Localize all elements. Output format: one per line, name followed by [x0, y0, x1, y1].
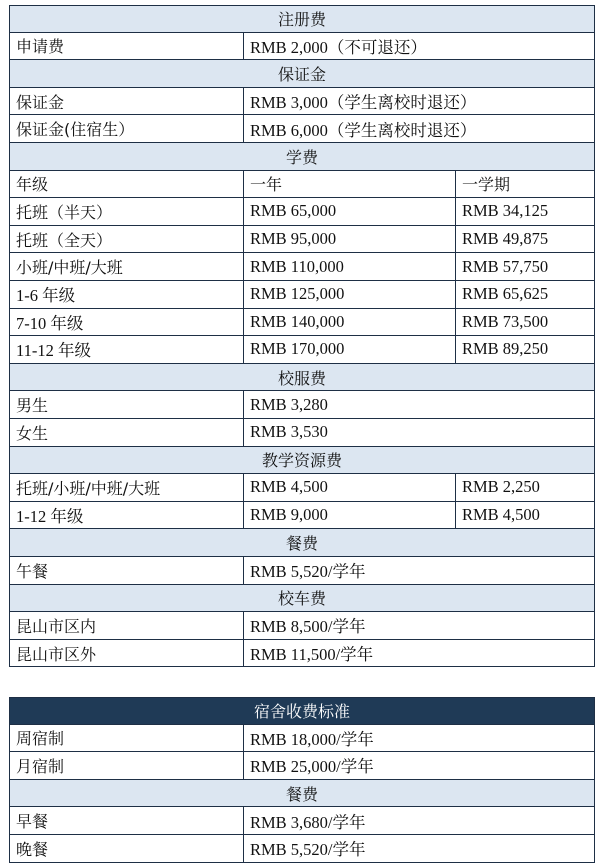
- row-label: 周宿制: [10, 725, 244, 752]
- row-value: RMB 6,000（学生离校时退还）: [250, 120, 477, 140]
- row-label: 男生: [10, 391, 244, 418]
- section-header: 注册费: [9, 5, 595, 33]
- row-label: 7-10 年级: [10, 309, 244, 336]
- row-value: RMB 65,000: [244, 198, 456, 225]
- table-row: [9, 807, 595, 835]
- row-value: RMB 2,250: [462, 477, 540, 497]
- row-label: 1-6 年级: [10, 281, 244, 308]
- table-row: [9, 557, 595, 585]
- row-value: RMB 8,500/学年: [250, 617, 366, 637]
- row-value: RMB 9,000: [244, 502, 456, 529]
- row-label: 月宿制: [10, 752, 244, 779]
- table-row: [9, 752, 595, 780]
- row-value: RMB 34,125: [462, 201, 549, 221]
- section-header: 校车费: [9, 585, 595, 613]
- row-label: 昆山市区内: [10, 612, 244, 639]
- row-label: 年级: [10, 171, 244, 198]
- section-header: 宿舍收费标准: [9, 697, 595, 725]
- section-header: 校服费: [9, 364, 595, 392]
- row-label: 女生: [10, 419, 244, 446]
- row-value: RMB 25,000/学年: [250, 757, 374, 777]
- row-value: RMB 89,250: [462, 339, 549, 359]
- table-row: [9, 226, 595, 254]
- row-value: RMB 3,000（学生离校时退还）: [250, 93, 477, 113]
- row-label: 申请费: [10, 33, 244, 60]
- row-value: RMB 57,750: [462, 256, 549, 276]
- table-row: [9, 640, 595, 668]
- table-row: [9, 391, 595, 419]
- row-label: 托班（全天）: [10, 226, 244, 253]
- table-row: [9, 309, 595, 337]
- row-value: RMB 73,500: [462, 311, 549, 331]
- row-label: 保证金(住宿生）: [10, 115, 244, 142]
- row-value: RMB 140,000: [244, 309, 456, 336]
- row-value: RMB 11,500/学年: [250, 645, 374, 665]
- row-value: RMB 18,000/学年: [250, 729, 374, 749]
- row-label: 晚餐: [10, 835, 244, 862]
- table-row: [9, 336, 595, 364]
- table-row: [9, 612, 595, 640]
- section-header: 餐费: [9, 529, 595, 557]
- row-value: RMB 49,875: [462, 229, 549, 249]
- row-label: 午餐: [10, 557, 244, 584]
- row-label: 托班（半天）: [10, 198, 244, 225]
- row-value: RMB 170,000: [244, 336, 456, 363]
- section-header: 学费: [9, 143, 595, 171]
- row-label: 1-12 年级: [10, 502, 244, 529]
- table-row: [9, 474, 595, 502]
- row-value: RMB 3,280: [250, 394, 328, 414]
- table-row: [9, 281, 595, 309]
- row-value: RMB 3,680/学年: [250, 812, 366, 832]
- table-row: [9, 88, 595, 116]
- section-header: 保证金: [9, 60, 595, 88]
- table-row: [9, 198, 595, 226]
- row-label: 昆山市区外: [10, 640, 244, 667]
- row-value: RMB 3,530: [250, 422, 328, 442]
- table-row: [9, 419, 595, 447]
- row-label: 托班/小班/中班/大班: [10, 474, 244, 501]
- row-value: RMB 2,000（不可退还）: [250, 37, 427, 57]
- table-row: [9, 171, 595, 199]
- row-value: RMB 5,520/学年: [250, 840, 366, 860]
- row-value: RMB 110,000: [244, 253, 456, 280]
- row-label: 保证金: [10, 88, 244, 115]
- row-value: 一年: [244, 171, 456, 198]
- row-value: 一学期: [462, 175, 511, 195]
- row-value: RMB 65,625: [462, 284, 549, 304]
- table-row: [9, 33, 595, 61]
- table-row: [9, 725, 595, 753]
- table-row: [9, 835, 595, 863]
- row-value: RMB 4,500: [462, 505, 540, 525]
- row-value: RMB 4,500: [244, 474, 456, 501]
- section-header: 餐费: [9, 780, 595, 808]
- row-label: 11-12 年级: [10, 336, 244, 363]
- row-value: RMB 95,000: [244, 226, 456, 253]
- table-row: [9, 253, 595, 281]
- row-label: 早餐: [10, 807, 244, 834]
- row-value: RMB 125,000: [244, 281, 456, 308]
- row-value: RMB 5,520/学年: [250, 562, 366, 582]
- table-row: [9, 502, 595, 530]
- row-label: 小班/中班/大班: [10, 253, 244, 280]
- section-header: 教学资源费: [9, 447, 595, 475]
- table-row: [9, 115, 595, 143]
